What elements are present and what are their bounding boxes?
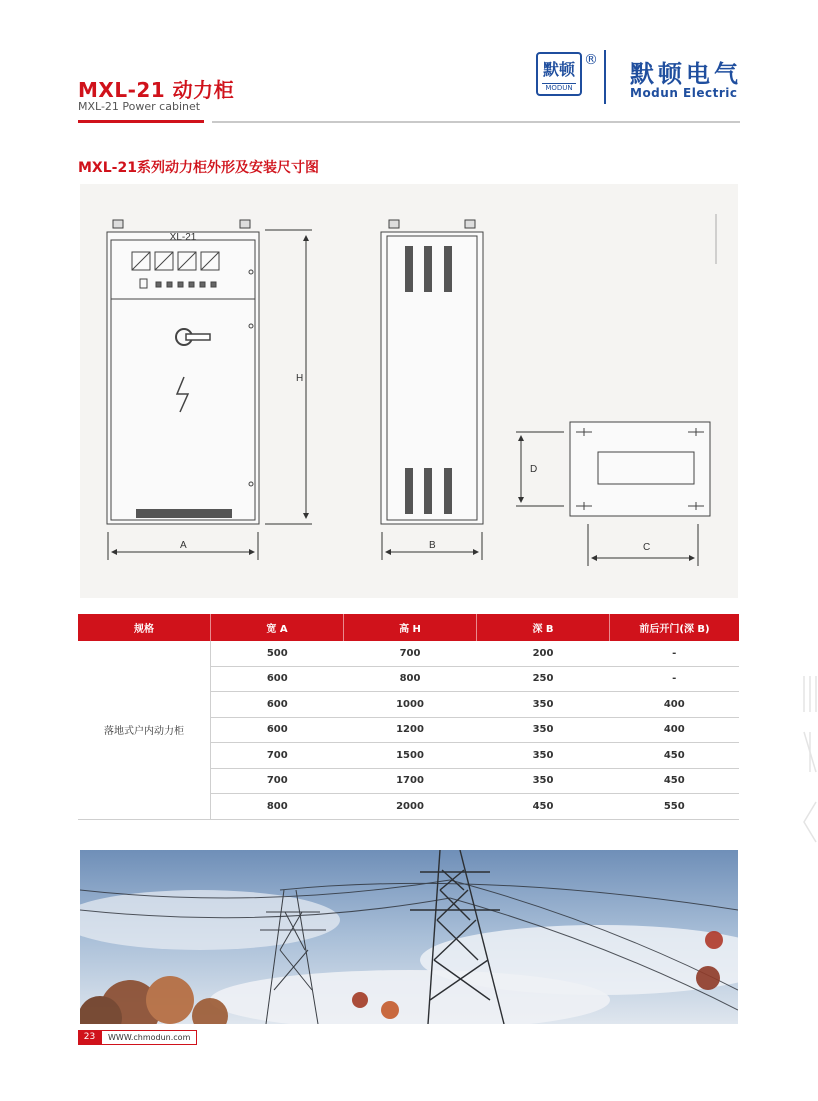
label-b: B — [429, 540, 436, 551]
brand-name-en: Modun Electric — [630, 86, 738, 100]
cell-width: 600 — [211, 717, 344, 743]
model-cell: 落地式户内动力柜 — [78, 641, 211, 819]
table-row — [78, 641, 739, 666]
dimension-drawing — [80, 184, 738, 598]
cell-door-depth: 550 — [610, 794, 740, 820]
cell-height: 1200 — [344, 717, 477, 743]
side-view — [381, 220, 483, 524]
label-d: D — [530, 464, 538, 475]
brand-logo — [536, 52, 582, 96]
cell-height: 1000 — [344, 692, 477, 718]
cell-door-depth: - — [610, 641, 740, 666]
dimension-drawing-svg — [80, 184, 738, 598]
cell-door-depth: 400 — [610, 717, 740, 743]
label-a: A — [180, 540, 187, 551]
front-view — [107, 220, 259, 524]
label-c: C — [643, 542, 651, 553]
cell-door-depth: - — [610, 666, 740, 692]
header-depth-b: 深 B — [477, 614, 610, 641]
title-underline-red — [78, 120, 204, 123]
header-height-h: 高 H — [344, 614, 477, 641]
top-view — [570, 422, 710, 516]
cell-height: 800 — [344, 666, 477, 692]
cell-width: 700 — [211, 743, 344, 769]
cell-door-depth: 400 — [610, 692, 740, 718]
photo-illustration — [80, 850, 738, 1024]
label-h: H — [296, 373, 304, 384]
title-underline-grey — [212, 121, 740, 123]
cell-door-depth: 450 — [610, 768, 740, 794]
header-spec: 规格 — [78, 614, 211, 641]
cell-width: 600 — [211, 666, 344, 692]
cell-depth: 350 — [477, 717, 610, 743]
cell-depth: 350 — [477, 743, 610, 769]
side-watermark — [800, 672, 818, 848]
website-link[interactable]: WWW.chmodun.com — [101, 1030, 197, 1045]
logo-en-text: MODUN — [542, 83, 576, 93]
cell-width: 600 — [211, 692, 344, 718]
cell-height: 1700 — [344, 768, 477, 794]
logo-cn-text: 默顿 — [542, 60, 575, 79]
registered-mark: ® — [584, 52, 598, 68]
cell-depth: 450 — [477, 794, 610, 820]
dimension-d — [516, 432, 564, 506]
page-title: MXL-21 动力柜 — [78, 78, 235, 102]
table-header-row — [78, 614, 739, 641]
header-width-a: 宽 A — [211, 614, 344, 641]
cell-depth: 350 — [477, 768, 610, 794]
page-subtitle: MXL-21 Power cabinet — [78, 100, 201, 113]
spec-table — [78, 614, 739, 820]
cell-depth: 350 — [477, 692, 610, 718]
cell-width: 700 — [211, 768, 344, 794]
page-number: 23 — [78, 1030, 101, 1045]
transmission-tower-photo — [80, 850, 738, 1024]
dimension-h — [265, 230, 312, 524]
front-panel-label: XL-21 — [169, 232, 197, 243]
brand-name-cn: 默顿电气 — [630, 60, 742, 88]
cell-depth: 200 — [477, 641, 610, 666]
section-title: MXL-21系列动力柜外形及安装尺寸图 — [78, 160, 319, 176]
cell-height: 1500 — [344, 743, 477, 769]
cell-width: 500 — [211, 641, 344, 666]
cell-height: 700 — [344, 641, 477, 666]
logo-divider — [604, 50, 606, 104]
cell-depth: 250 — [477, 666, 610, 692]
header-front-rear-door: 前后开门(深 B) — [610, 614, 740, 641]
cell-height: 2000 — [344, 794, 477, 820]
cell-width: 800 — [211, 794, 344, 820]
cell-door-depth: 450 — [610, 743, 740, 769]
